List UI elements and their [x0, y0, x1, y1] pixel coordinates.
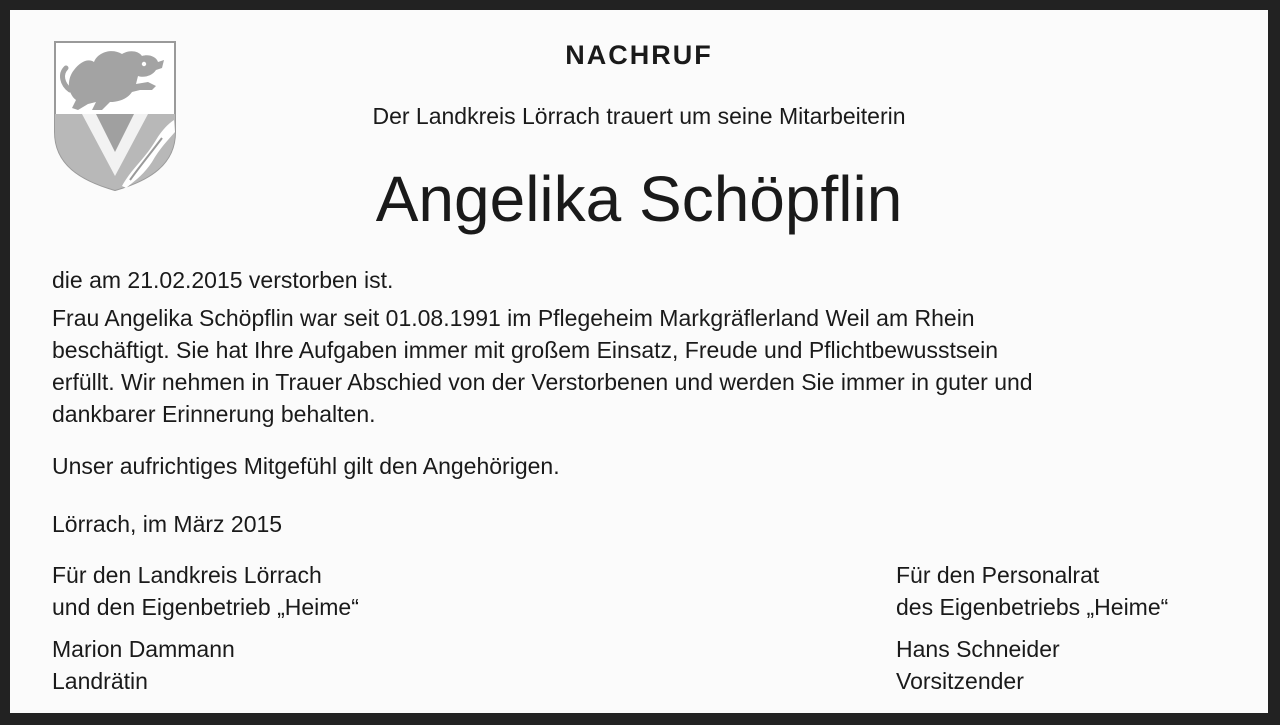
deceased-name: Angelika Schöpflin — [375, 163, 903, 235]
tribute-line: beschäftigt. Sie hat Ihre Aufgaben immer mit großem Einsatz, Freude und Pflichtbewusstsein — [52, 337, 999, 363]
signature-right-role: Vorsitzender — [896, 668, 1024, 694]
death-date-line: die am 21.02.2015 verstorben ist. — [52, 267, 394, 293]
signature-left-org: Für den Landkreis Lörrach — [52, 562, 322, 588]
tribute-line: Frau Angelika Schöpflin war seit 01.08.1991 im Pflegeheim Markgräflerland Weil am Rhein — [52, 305, 975, 331]
signature-left-org: und den Eigenbetrieb „Heime“ — [52, 594, 359, 620]
signature-right-org: des Eigenbetriebs „Heime“ — [896, 594, 1169, 620]
signature-right — [896, 559, 1168, 697]
signature-left-name: Marion Dammann — [52, 636, 235, 662]
condolence-line: Unser aufrichtiges Mitgefühl gilt den Angehörigen. — [52, 453, 560, 479]
signature-right-org: Für den Personalrat — [896, 562, 1100, 588]
signature-left-role: Landrätin — [52, 668, 148, 694]
notice-heading: NACHRUF — [565, 40, 713, 70]
tribute-line: erfüllt. Wir nehmen in Trauer Abschied von der Verstorbenen und werden Sie immer in guter und — [52, 369, 1033, 395]
signature-left — [52, 559, 359, 697]
place-date-line: Lörrach, im März 2015 — [52, 511, 283, 537]
signature-right-name: Hans Schneider — [896, 636, 1060, 662]
obituary-notice — [10, 10, 1268, 713]
notice-subtitle: Der Landkreis Lörrach trauert um seine Mitarbeiterin — [372, 103, 906, 129]
tribute-paragraph — [52, 302, 1033, 430]
tribute-line: dankbarer Erinnerung behalten. — [52, 401, 376, 427]
